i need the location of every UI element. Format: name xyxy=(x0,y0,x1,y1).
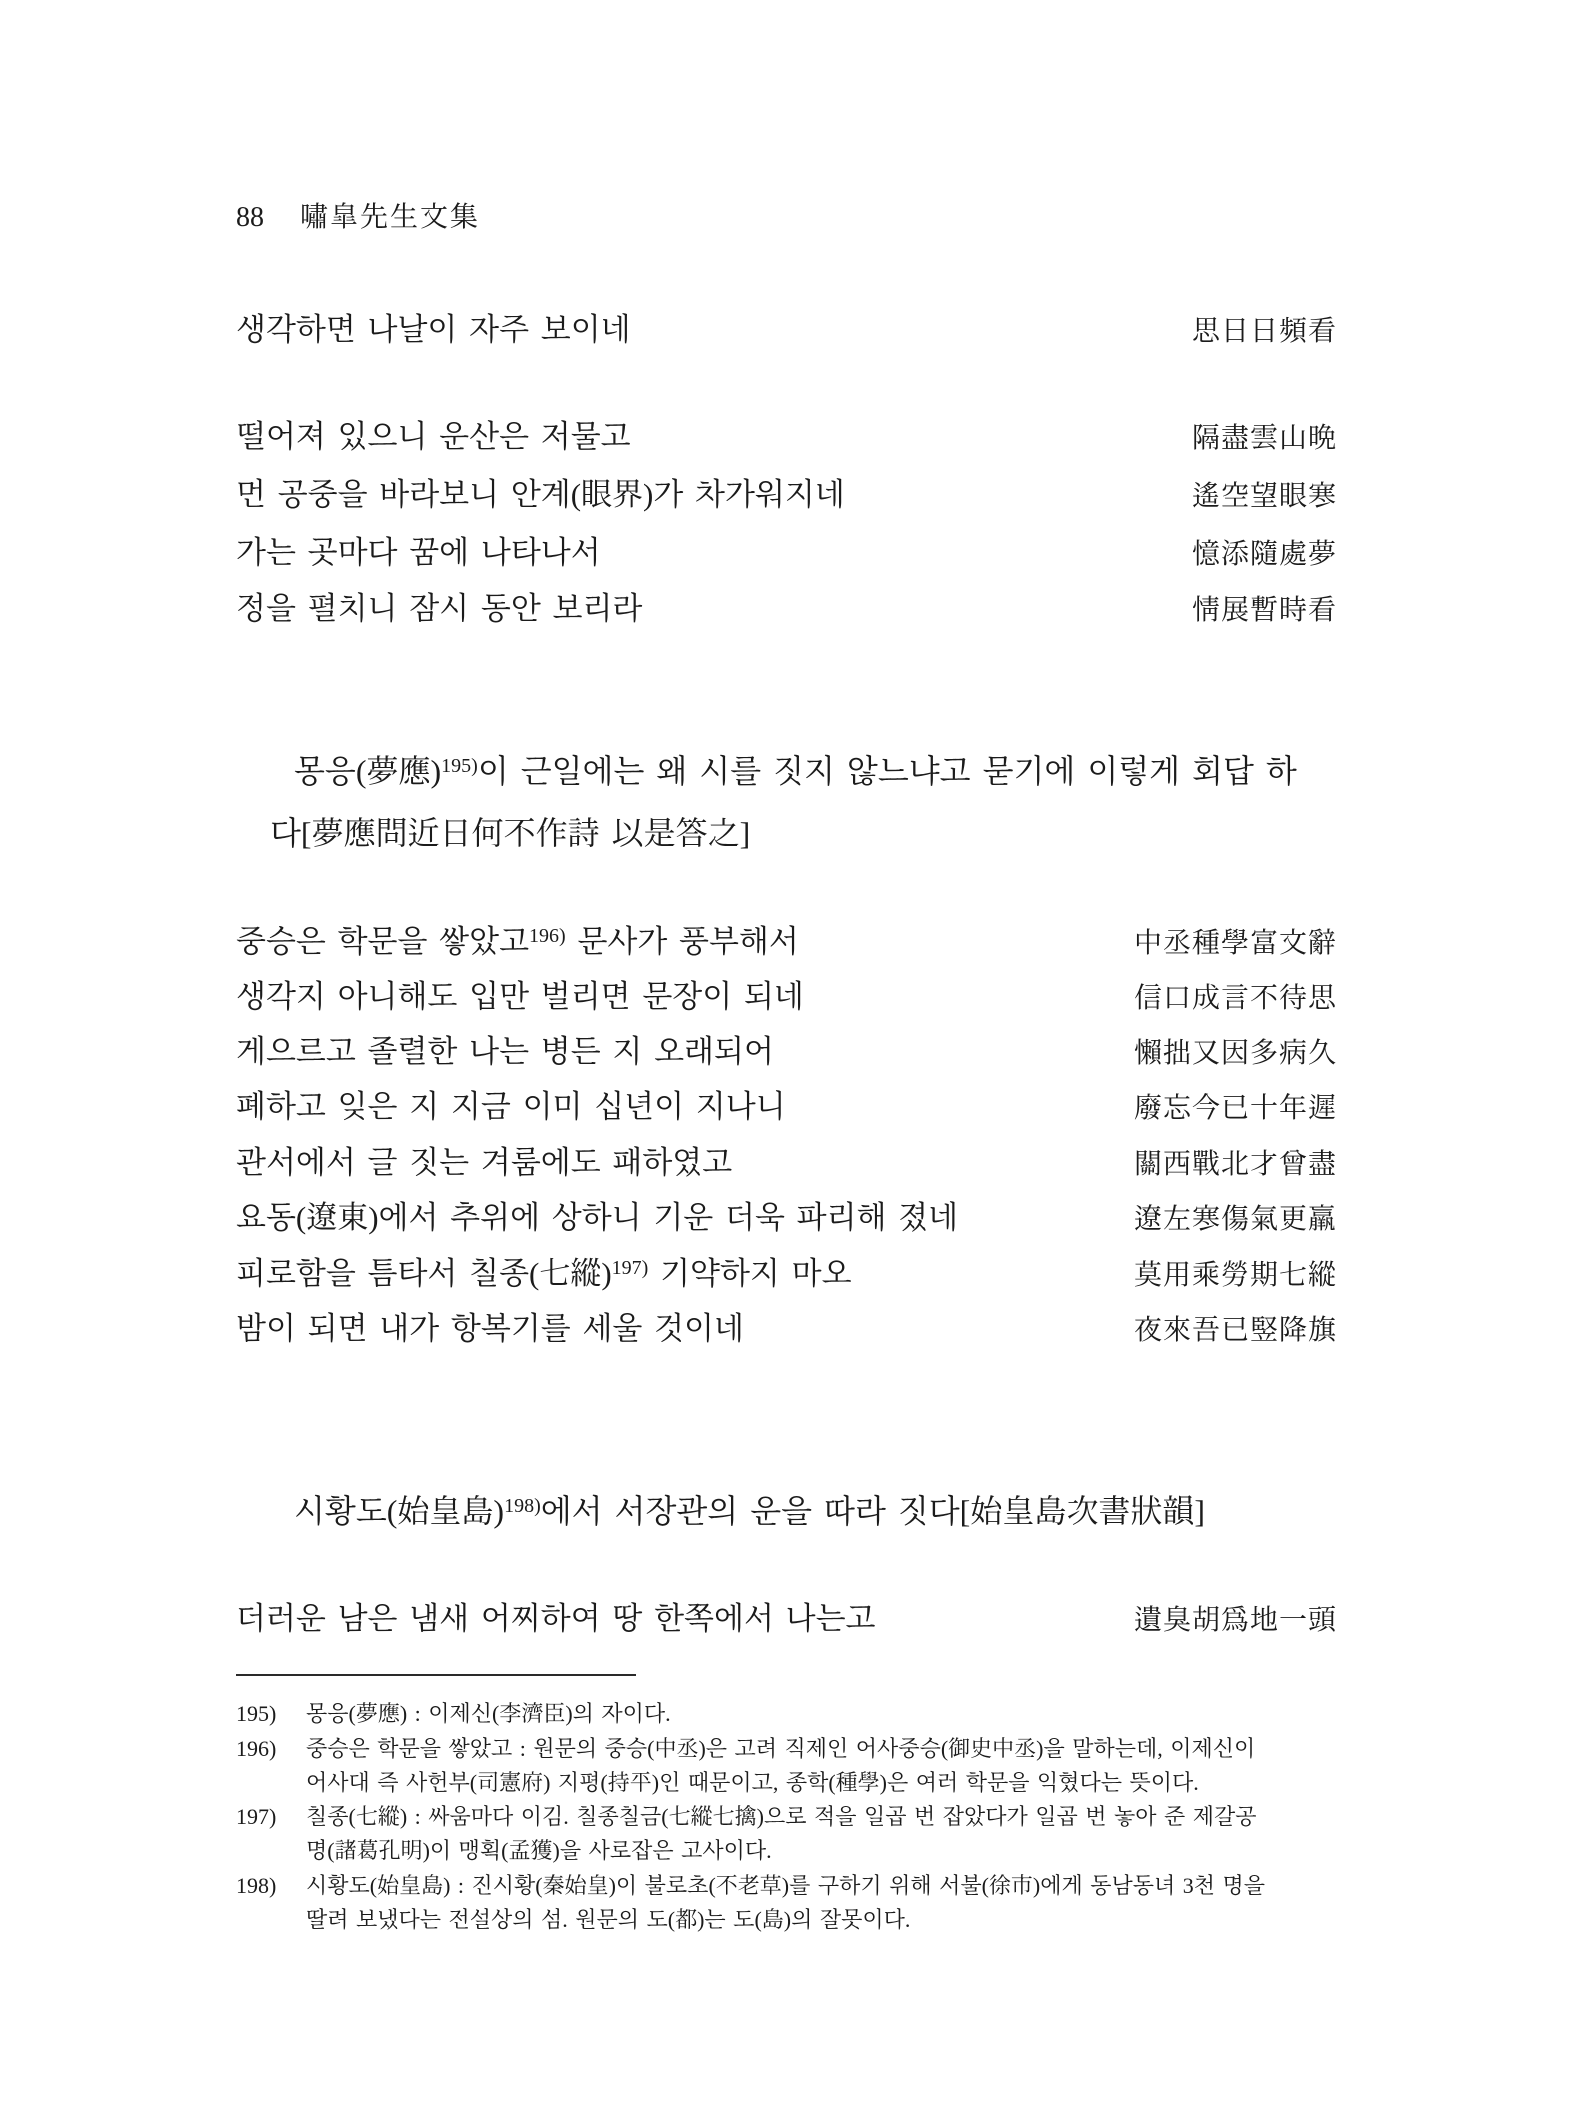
poem-line xyxy=(236,925,1337,960)
verse-text: 먼 공중을 바라보니 안계(眼界)가 차가워지네 xyxy=(236,477,845,512)
hanja-verse: 隔盡雲山晩 xyxy=(1191,423,1337,454)
footnote-text: 시황도(始皇島) : 진시황(秦始皇)이 불로초(不老草)를 구하기 위해 서불(徐市)에게 동남동녀 3천 명을 xyxy=(306,1873,1266,1898)
footnote-number: 198) xyxy=(236,1873,277,1898)
verse-text: 중승은 학문을 쌓았고 xyxy=(236,924,530,959)
hanja-verse: 思日日頻看 xyxy=(1191,316,1337,347)
footnote-text: 명(諸葛孔明)이 맹획(孟獲)을 사로잡은 고사이다. xyxy=(306,1838,772,1863)
korean-verse xyxy=(236,313,631,347)
verse-text: 관서에서 글 짓는 겨룸에도 패하였고 xyxy=(236,1145,733,1180)
korean-verse xyxy=(236,536,601,570)
korean-verse xyxy=(236,1201,958,1235)
footnote xyxy=(236,1873,1265,1899)
footnote-continuation xyxy=(306,1907,910,1933)
hanja-verse: 情展暫時看 xyxy=(1191,595,1337,626)
korean-verse xyxy=(236,980,804,1014)
korean-verse xyxy=(236,1090,786,1124)
korean-verse xyxy=(236,592,642,626)
poem-line xyxy=(236,980,1337,1015)
hanja-verse: 莫用乘勞期七縱 xyxy=(1133,1260,1337,1291)
footnote-number: 195) xyxy=(236,1701,277,1726)
footnote-ref: 196) xyxy=(529,925,566,947)
poem-line xyxy=(236,1602,1337,1637)
page-number: 88 xyxy=(236,202,264,233)
verse-text: 게으르고 졸렬한 나는 병든 지 오래되어 xyxy=(236,1034,774,1069)
book-title: 嘯皐先生文集 xyxy=(300,202,481,233)
verse-text: 폐하고 잊은 지 지금 이미 십년이 지나니 xyxy=(236,1089,786,1124)
footnote xyxy=(236,1804,1256,1830)
poem-line xyxy=(236,592,1337,627)
poem-line xyxy=(236,1090,1337,1125)
footnote-text: 어사대 즉 사헌부(司憲府) 지평(持平)인 때문이고, 종학(種學)은 여러 학문을 익혔다는 뜻이다. xyxy=(306,1770,1199,1795)
footnote-text: 몽응(夢應) : 이제신(李濟臣)의 자이다. xyxy=(306,1701,671,1726)
poem-title-line xyxy=(294,1494,1205,1529)
verse-text: 문사가 풍부해서 xyxy=(565,924,799,959)
footnote-number: 197) xyxy=(236,1804,277,1829)
verse-text: 피로함을 틈타서 칠종(七縱) xyxy=(236,1256,612,1291)
poem-line xyxy=(236,1257,1337,1292)
poem-line xyxy=(236,1035,1337,1070)
hanja-verse: 遙空望眼寒 xyxy=(1191,481,1337,512)
footnote-continuation xyxy=(306,1770,1199,1796)
poem-line xyxy=(236,1312,1337,1347)
poem-title-line-1 xyxy=(294,754,1297,789)
title-text: 몽응(夢應) xyxy=(294,753,442,789)
hanja-verse: 懶拙又因多病久 xyxy=(1133,1038,1337,1069)
verse-text: 정을 펼치니 잠시 동안 보리라 xyxy=(236,591,643,626)
verse-text: 더러운 남은 냄새 어찌하여 땅 한쪽에서 나는고 xyxy=(236,1601,876,1636)
footnote-continuation xyxy=(306,1838,772,1864)
poem-line xyxy=(236,536,1337,571)
footnote-ref: 195) xyxy=(441,755,478,777)
verse-text: 가는 곳마다 꿈에 나타나서 xyxy=(236,535,601,570)
verse-text: 생각하면 나날이 자주 보이네 xyxy=(236,312,631,347)
hanja-verse: 信口成言不待思 xyxy=(1133,983,1337,1014)
footnote-number: 196) xyxy=(236,1736,277,1761)
hanja-verse: 中丞種學富文辭 xyxy=(1133,928,1337,959)
hanja-verse: 遺臭胡爲地一頭 xyxy=(1133,1605,1337,1636)
footnote-separator xyxy=(236,1674,636,1676)
verse-text: 밤이 되면 내가 항복기를 세울 것이네 xyxy=(236,1311,744,1346)
korean-verse xyxy=(236,420,631,454)
verse-text: 요동(遼東)에서 추위에 상하니 기운 더욱 파리해 졌네 xyxy=(236,1200,959,1235)
hanja-verse: 廢忘今已十年遲 xyxy=(1133,1093,1337,1124)
footnote-ref: 198) xyxy=(504,1495,541,1517)
title-text: 이 근일에는 왜 시를 짓지 않느냐고 묻기에 이렇게 회답 하 xyxy=(477,753,1297,789)
hanja-verse: 關西戰北才曾盡 xyxy=(1133,1149,1337,1180)
verse-text: 생각지 아니해도 입만 벌리면 문장이 되네 xyxy=(236,979,804,1014)
hanja-verse: 遼左寒傷氣更羸 xyxy=(1133,1204,1337,1235)
poem-line xyxy=(236,478,1337,513)
korean-verse xyxy=(236,1146,732,1180)
korean-verse xyxy=(236,925,799,959)
korean-verse xyxy=(236,1035,774,1069)
verse-text: 기약하지 마오 xyxy=(648,1256,852,1291)
title-text: 시황도(始皇島) xyxy=(294,1493,505,1529)
verse-text: 떨어져 있으니 운산은 저물고 xyxy=(236,419,631,454)
footnote-text: 중승은 학문을 쌓았고 : 원문의 중승(中丞)은 고려 직제인 어사중승(御史中丞)을 말하는데, 이제신이 xyxy=(306,1736,1256,1761)
footnote xyxy=(236,1736,1255,1762)
korean-verse xyxy=(236,1257,852,1291)
footnote-ref: 197) xyxy=(611,1257,649,1279)
poem-line xyxy=(236,1146,1337,1181)
hanja-verse: 憶添隨處夢 xyxy=(1191,539,1337,570)
korean-verse xyxy=(236,478,845,512)
korean-verse xyxy=(236,1602,875,1636)
hanja-verse: 夜來吾已竪降旗 xyxy=(1133,1315,1337,1346)
footnote xyxy=(236,1701,671,1727)
title-text: 에서 서장관의 운을 따라 짓다[始皇島次書狀韻] xyxy=(540,1493,1205,1529)
footnote-text: 딸려 보냈다는 전설상의 섬. 원문의 도(都)는 도(島)의 잘못이다. xyxy=(306,1907,911,1932)
poem-title-line-2: 다[夢應問近日何不作詩 以是答之] xyxy=(270,815,751,851)
poem-line xyxy=(236,1201,1337,1236)
korean-verse xyxy=(236,1312,744,1346)
poem-line xyxy=(236,313,1337,348)
footnote-text: 칠종(七縱) : 싸움마다 이김. 칠종칠금(七縱七擒)으로 적을 일곱 번 잡았다가 일곱 번 놓아 준 제갈공 xyxy=(306,1804,1257,1829)
page-header xyxy=(236,195,480,235)
poem-line xyxy=(236,420,1337,455)
